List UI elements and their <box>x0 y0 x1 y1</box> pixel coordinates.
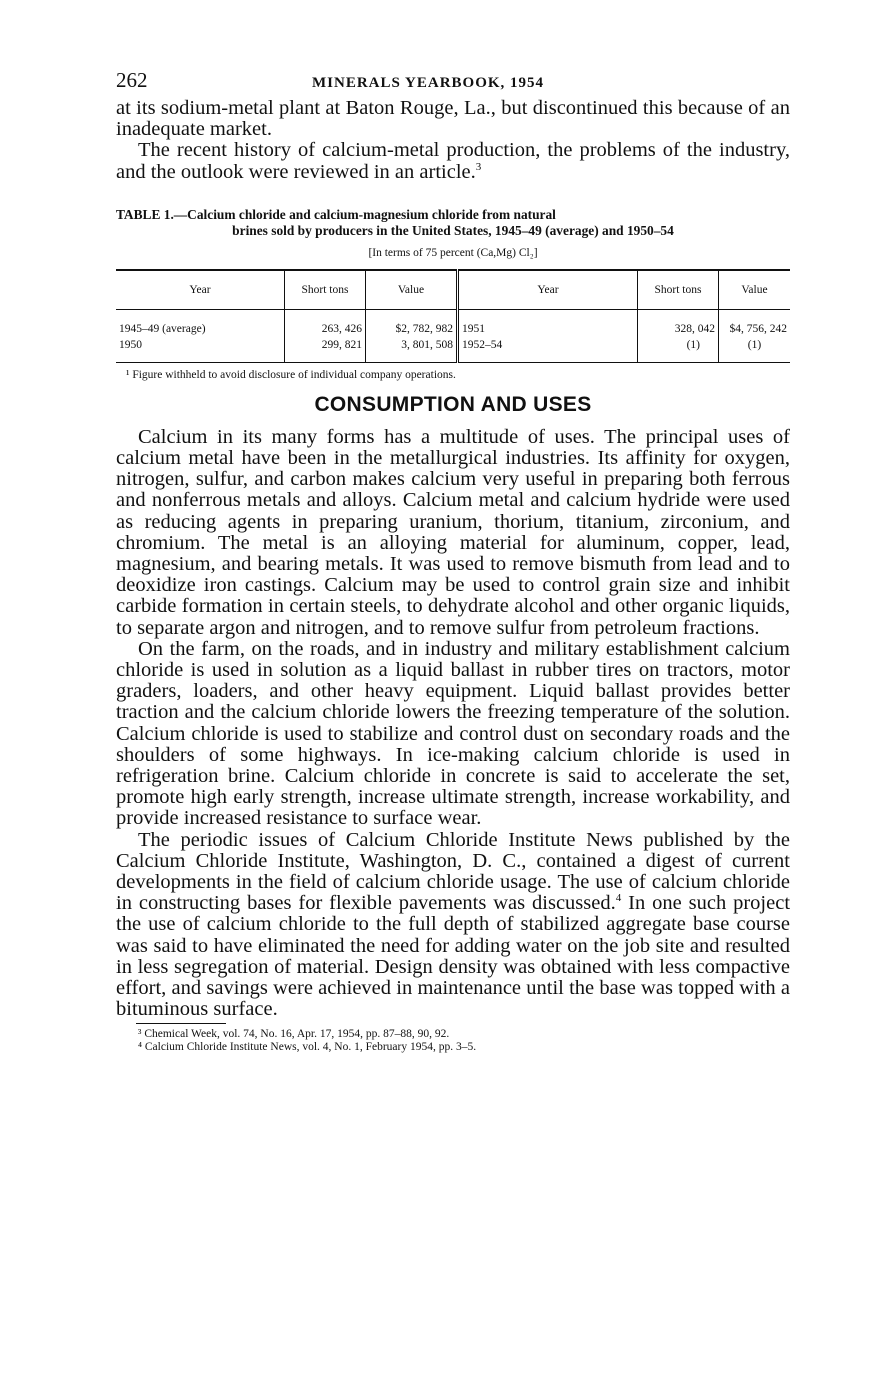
page-number: 262 <box>116 68 148 92</box>
intro-paragraph-2-text: The recent history of calcium-metal production, the problems of the industry, and the outlook were reviewed in an article. <box>116 139 790 183</box>
cell-value-left: $2, 782, 982 <box>366 309 458 338</box>
col-header-year-right: Year <box>458 270 638 310</box>
paragraph-calcium-chloride: On the farm, on the roads, and in industry and military establishment calcium chloride is used in solution as a liquid ballast in rubber tires on tractors, motor graders, loaders, and other heavy equipment. Liquid ballast provides better traction and the calcium chloride lowers the freezing temperature of the solution. Calcium chloride is used to stabilize and control dust on secondary roads and the shoulders of some highways. In ice-making calcium chloride is used in refrigeration brine. Calcium chloride in concrete is said to accelerate the set, promote high early strength, increase ultimate strength, increase workability, and provide increased resistance to surface wear. <box>116 637 790 830</box>
paragraph-part-1: The periodic issues of Calcium Chloride Institute News published by the Calcium Chloride Institute, Washington, D. C., contained a digest of current developments in the field of calcium chloride usage. The use of calcium chloride in constructing bases for flexible pavements was discussed. <box>116 828 790 915</box>
data-table <box>116 269 790 363</box>
intro-paragraph-1: at its sodium-metal plant at Baton Rouge, La., but discontinued this because of an inadequate market. <box>116 97 790 141</box>
table-subtitle: [In terms of 75 percent (Ca,Mg) Cl₂] <box>368 246 538 259</box>
cell-year-left: 1945–49 (average) <box>116 309 285 338</box>
col-header-year-left: Year <box>116 270 285 310</box>
paragraph-uses: Calcium in its many forms has a multitude of uses. The principal uses of calcium metal have been in the metallurgical industries. Its affinity for oxygen, nitrogen, sulfur, and carbon makes calcium very useful in preparing both ferrous and nonferrous metals and alloys. Calcium metal and calcium hydride were used as reducing agents in preparing uranium, thorium, titanium, zirconium, and chromium. The metal is an alloying material for aluminum, copper, lead, magnesium, and bearing metals. It was used to remove bismuth from lead and to deoxidize iron castings. Calcium may be used to control grain size and inhibit carbide formation in certain steels, to dehydrate alcohol and other organic liquids, to separate argon and nitrogen, and to remove sulfur from petroleum fractions. <box>116 425 790 639</box>
table-caption <box>116 207 790 239</box>
table-row <box>116 309 790 338</box>
cell-value-right: (1) <box>719 338 791 363</box>
col-header-value-right: Value <box>719 270 791 310</box>
cell-tons-left: 299, 821 <box>285 338 366 363</box>
cell-year-left: 1950 <box>116 338 285 363</box>
table-row <box>116 338 790 363</box>
paragraph-part-2: In one such project the use of calcium chloride to the full depth of stabilized aggregate base course was said to have eliminated the need for adding water on the job site and resulted in less segregation of material. Design density was obtained with less compactive effort, and savings were achieved in maintenance until the base was topped with a bituminous surface. <box>116 892 791 1021</box>
footnote-divider <box>136 1023 226 1024</box>
footnote-4: ⁴ Calcium Chloride Institute News, vol. 4, No. 1, February 1954, pp. 3–5. <box>138 1040 477 1053</box>
cell-year-right: 1952–54 <box>458 338 638 363</box>
table-caption-line-1: TABLE 1.—Calcium chloride and calcium-magnesium chloride from natural <box>116 206 556 222</box>
cell-value-right: $4, 756, 242 <box>729 322 787 335</box>
col-header-tons-right: Short tons <box>638 270 719 310</box>
table-header-row <box>116 270 790 310</box>
page-footnotes <box>138 1028 790 1054</box>
footnote-ref-4: 4 <box>615 892 622 905</box>
paragraph-institute-news <box>116 830 790 1021</box>
cell-tons-right: (1) <box>638 338 719 363</box>
cell-tons-right: 328, 042 <box>638 309 719 338</box>
footnote-ref-3: 3 <box>475 160 482 173</box>
col-header-tons-left: Short tons <box>285 270 366 310</box>
cell-value-left: 3, 801, 508 <box>366 338 458 363</box>
section-heading: CONSUMPTION AND USES <box>314 392 592 416</box>
running-header <box>116 68 790 98</box>
cell-year-right: 1951 <box>458 309 638 338</box>
table-caption-line-2: brines sold by producers in the United States, 1945–49 (average) and 1950–54 <box>232 222 674 238</box>
journal-title: MINERALS YEARBOOK, 1954 <box>312 75 545 91</box>
col-header-value-left: Value <box>366 270 458 310</box>
intro-paragraph-2 <box>116 140 790 182</box>
cell-tons-left: 263, 426 <box>285 309 366 338</box>
footnote-3: ³ Chemical Week, vol. 74, No. 16, Apr. 17, 1954, pp. 87–88, 90, 92. <box>138 1027 450 1040</box>
table-footnote: ¹ Figure withheld to avoid disclosure of individual company operations. <box>126 368 456 381</box>
document-page <box>116 68 790 1054</box>
